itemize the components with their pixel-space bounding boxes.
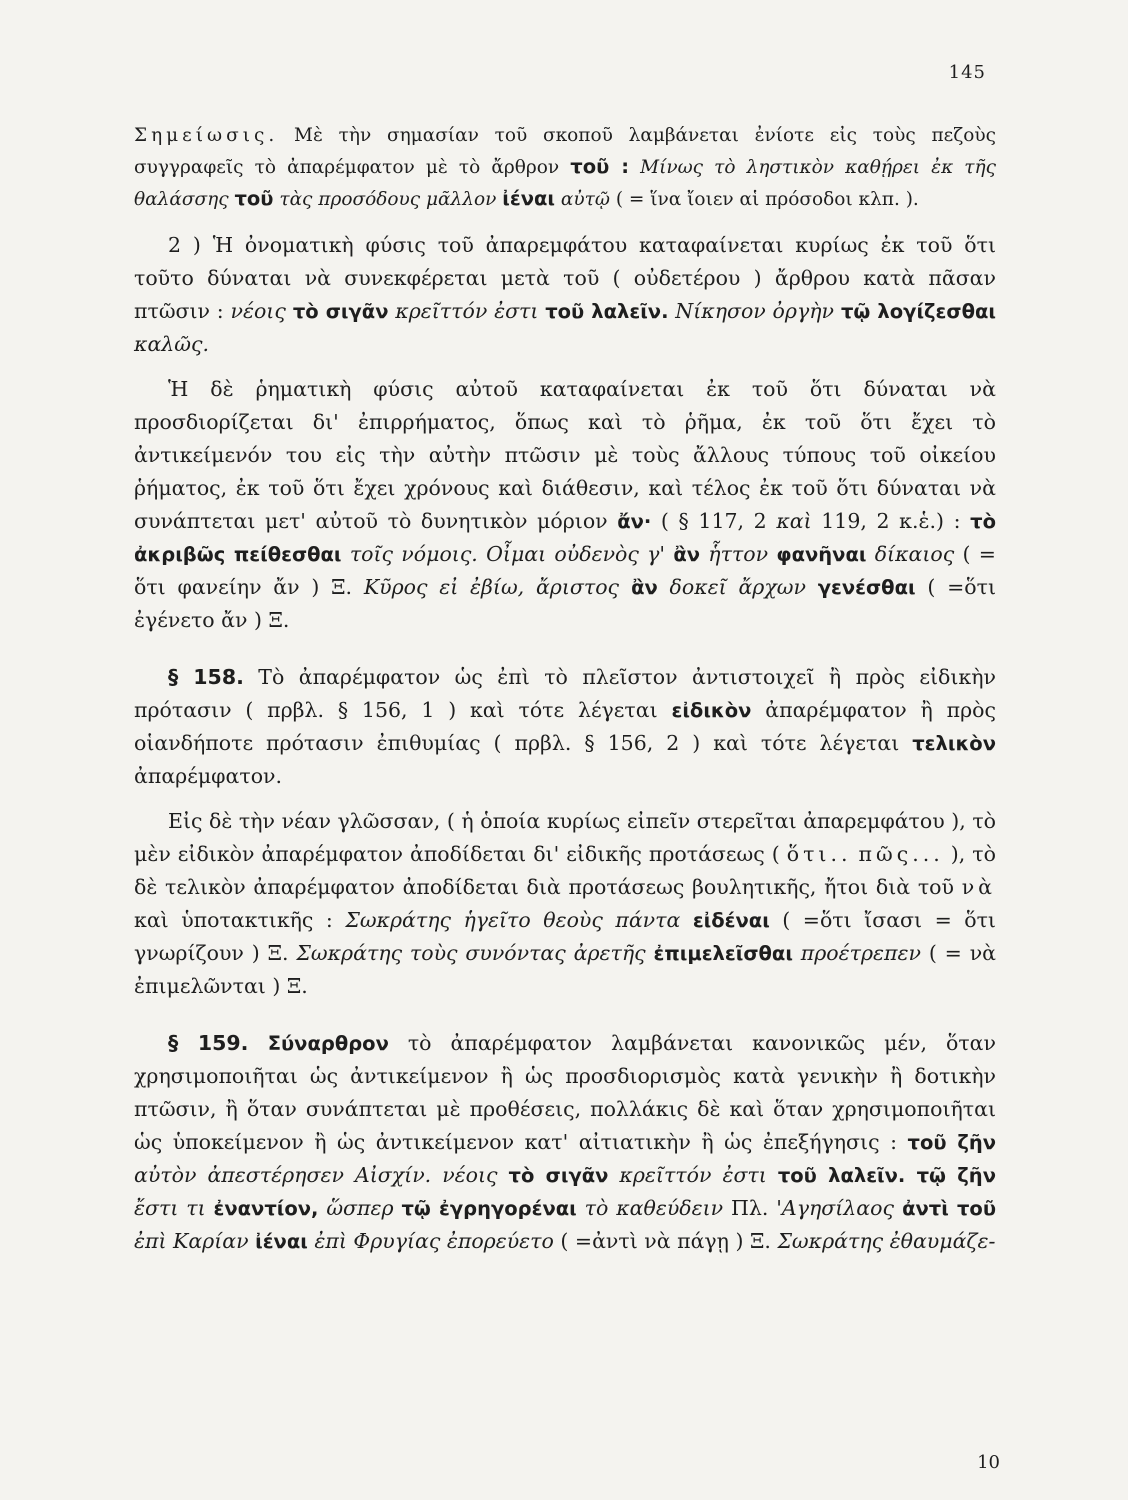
section-159: § 159. Σύναρθρον τὸ ἀπαρέμφατον λαμβάνεται κανονικῶς μέν, ὅταν χρησιμοποιῆται ὡς ἀντικείμενον ἢ ὡς προσδιορισμὸς κατὰ γενικὴν ἢ δοτικὴν πτῶσιν, ἢ ὅταν συνάπτεται μὲ προθέσεις, πολλάκις δὲ καὶ ὅταν χρησιμοποιῆται ὡς ὑποκείμενον ἢ ὡς ἀντικείμενον κατ' αἰτιατικὴν ἢ ὡς ἐπεξήγησις : τοῦ ζῆν αὐτὸν ἀπεστέρησεν Αἰσχίν. νέοις τὸ σιγᾶν κρεῖττόν ἐστι τοῦ λαλεῖν. τῷ ζῆν ἔστι τι ἐναντίον, ὥσπερ τῷ ἐγρηγορέναι τὸ καθεύδειν Πλ. 'Αγησίλαος ἀντὶ τοῦ ἐπὶ Καρίαν ἰέναι ἐπὶ Φρυγίας ἐπορεύετο ( =ἀντὶ νὰ πάγῃ ) Ξ. Σωκράτης ἐθαυμάζε- bbox=[134, 1031, 997, 1253]
section-158-number: § 158. bbox=[168, 665, 244, 689]
body-text bbox=[134, 120, 996, 1258]
note-paragraph: Σημείωσις. Μὲ τὴν σημασίαν τοῦ σκοποῦ λαμβάνεται ἐνίοτε εἰς τοὺς πεζοὺς συγγραφεῖς τὸ ἀπαρέμφατον μὲ τὸ ἄρθρον τοῦ : Μίνως τὸ ληστικὸν καθῄρει ἐκ τῆς θαλάσσης τοῦ τὰς προσόδους μᾶλλον ἰέναι αὐτῷ ( = ἵνα ἴοιεν αἱ πρόσοδοι κλπ. ). bbox=[134, 125, 996, 210]
section-159-number: § 159. bbox=[168, 1031, 249, 1055]
page-number: 145 bbox=[948, 62, 986, 83]
paragraph-modern-language: Εἰς δὲ τὴν νέαν γλῶσσαν, ( ἡ ὁποία κυρίως εἰπεῖν στερεῖται ἀπαρεμφάτου ), τὸ μὲν εἰδικὸν ἀπαρέμφατον ἀποδίδεται δι' εἰδικῆς προτάσεως ( ὅτι.. πῶς... ), τὸ δὲ τελικὸν ἀπαρέμφατον ἀποδίδεται διὰ προτάσεως βουλητικῆς, ἤτοι διὰ τοῦ νὰ καὶ ὑποτακτικῆς : Σωκράτης ἡγεῖτο θεοὺς πάντα εἰδέναι ( =ὅτι ἴσασι = ὅτι γνωρίζουν ) Ξ. Σωκράτης τοὺς συνόντας ἀρετῆς ἐπιμελεῖσθαι προέτρεπεν ( = νὰ ἐπιμελῶνται ) Ξ. bbox=[134, 809, 997, 998]
note-label: Σημείωσις. bbox=[134, 125, 279, 146]
paragraph-verbal-nature: Ἡ δὲ ῥηματικὴ φύσις αὐτοῦ καταφαίνεται ἐκ τοῦ ὅτι δύναται νὰ προσδιορίζεται δι' ἐπιρρήματος, ὅπως καὶ τὸ ῥῆμα, ἐκ τοῦ ὅτι ἔχει τὸ ἀντικείμενόν του εἰς τὴν αὐτὴν πτῶσιν μὲ τοὺς ἄλλους τύπους τοῦ οἰκείου ῥήματος, ἐκ τοῦ ὅτι ἔχει χρόνους καὶ διάθεσιν, καὶ τέλος ἐκ τοῦ ὅτι δύναται νὰ συνάπτεται μετ' αὐτοῦ τὸ δυνητικὸν μόριον ἄν· ( § 117, 2 καὶ 119, 2 κ.ἑ.) : τὸ ἀκριβῶς πείθεσθαι τοῖς νόμοις. Οἶμαι οὐδενὸς γ' ἂν ἧττον φανῆναι δίκαιος ( = ὅτι φανείην ἄν ) Ξ. Κῦρος εἰ ἐβίω, ἄριστος ἂν δοκεῖ ἄρχων γενέσθαι ( =ὅτι ἐγένετο ἄν ) Ξ. bbox=[134, 377, 996, 632]
section-158: § 158. Τὸ ἀπαρέμφατον ὡς ἐπὶ τὸ πλεῖστον ἀντιστοιχεῖ ἢ πρὸς εἰδικὴν πρότασιν ( πρβλ. § 156, 1 ) καὶ τότε λέγεται εἰδικὸν ἀπαρέμφατον ἢ πρὸς οἱανδήποτε πρότασιν ἐπιθυμίας ( πρβλ. § 156, 2 ) καὶ τότε λέγεται τελικὸν ἀπαρέμφατον. bbox=[134, 665, 996, 788]
paragraph-nominal-nature: 2 ) Ἡ ὀνοματικὴ φύσις τοῦ ἀπαρεμφάτου καταφαίνεται κυρίως ἐκ τοῦ ὅτι τοῦτο δύναται νὰ συνεκφέρεται μετὰ τοῦ ( οὐδετέρου ) ἄρθρου κατὰ πᾶσαν πτῶσιν : νέοις τὸ σιγᾶν κρεῖττόν ἐστι τοῦ λαλεῖν. Νίκησον ὀργὴν τῷ λογίζεσθαι καλῶς. bbox=[134, 233, 996, 356]
signature-mark: 10 bbox=[977, 1452, 1000, 1473]
